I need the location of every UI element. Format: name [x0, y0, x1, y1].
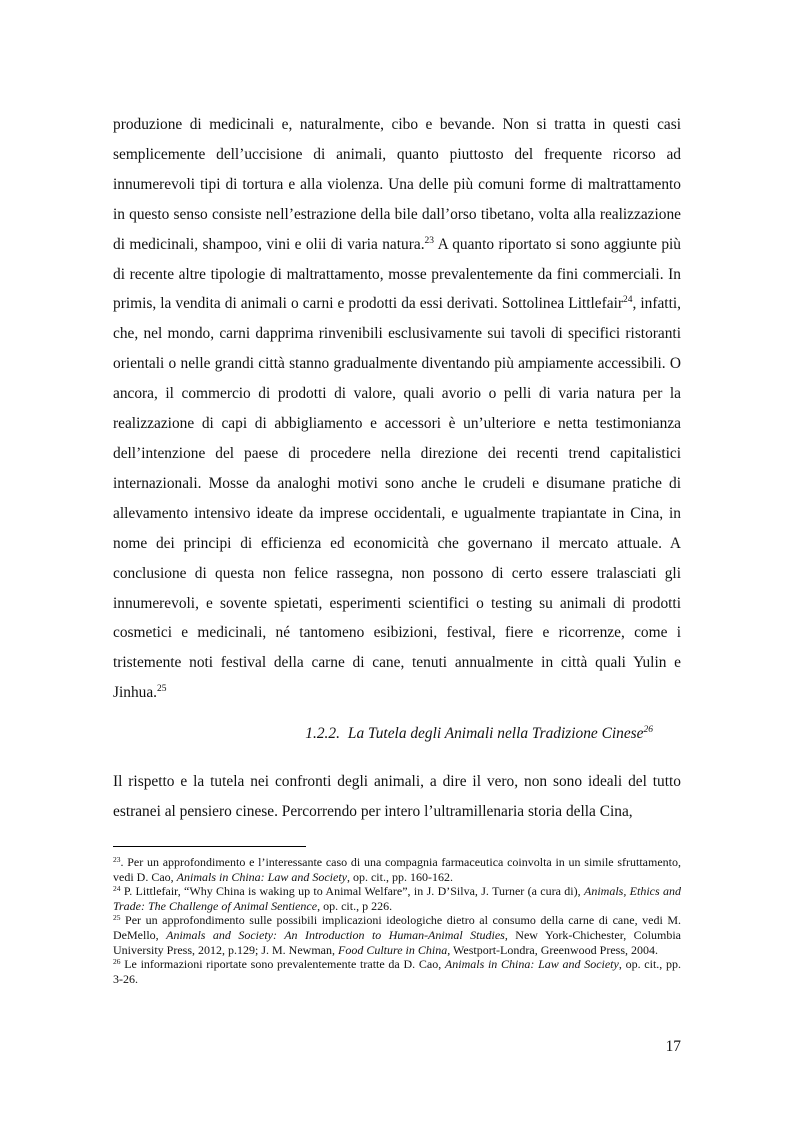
footnote-text: , op. cit., pp. 160-162.	[346, 869, 453, 884]
footnote-text: Per un approfondimento sulle possibili implicazioni ideologiche dietro al consumo della carne di cane, vedi M. DeMello,	[113, 913, 681, 942]
section-title: La Tutela degli Animali nella Tradizione Cinese	[347, 725, 644, 742]
footnote-title: Animals in China: Law and Society	[176, 869, 347, 884]
footnote-title: Animals, Ethics and Trade: The Challenge of Animal Sentience	[113, 884, 682, 913]
footnote-title: Animals and Society: An Introduction to Human-Animal Studies	[166, 927, 505, 942]
page-number: 17	[665, 1038, 681, 1055]
footnote-text: , New York-Chichester, Columbia University Press, 2012, p.129; J. M. Newman,	[113, 927, 682, 957]
footnote-25	[113, 913, 681, 957]
footnote-number: 26	[113, 957, 121, 967]
footnote-text: , Westport-Londra, Greenwood Press, 2004.	[447, 942, 659, 957]
text-run: A quanto riportato si sono aggiunte più di recente altre tipologie di maltrattamento, mosse prevalentemente da fini commerciali. In primis, la vendita di animali o carni e prodotti da essi derivati. Sottolinea Littlefair	[113, 235, 681, 313]
text-run: produzione di medicinali e, naturalmente, cibo e bevande. Non si tratta in questi casi semplicemente dell’uccisione di animali, quanto piuttosto del frequente ricorso ad innumerevoli tipi di tortura e alla violenza. Una delle più comuni forme di maltrattamento in questo senso consiste nell’estrazione della bile dall’orso tibetano, volta alla realizzazione di medicinali, shampoo, vini e olii di varia natura.	[113, 116, 681, 253]
footnote-text: P. Littlefair, “Why China is waking up to Animal Welfare”, in J. D’Silva, J. Turner (a cura di),	[120, 884, 584, 899]
footnote-text: Le informazioni riportate sono prevalentemente tratte da D. Cao,	[120, 957, 445, 972]
footnote-number: 23	[113, 855, 121, 864]
footnotes	[113, 855, 681, 986]
footnote-divider	[113, 846, 306, 847]
section-paragraph	[113, 767, 681, 827]
footnote-title: Food Culture in China	[338, 942, 448, 957]
footnote-23	[113, 855, 681, 884]
footnote-text: . Per un approfondimento e l’interessante caso di una compagnia farmaceutica coinvolta in un simile sfruttamento, vedi D. Cao,	[113, 855, 681, 884]
footnote-title: Animals in China: Law and Society	[444, 957, 619, 972]
footnote-text: , op. cit., pp. 3-26.	[113, 957, 682, 986]
section-number: 1.2.2.	[305, 725, 340, 742]
main-paragraph	[113, 110, 681, 708]
footnote-number: 25	[113, 913, 121, 923]
footnote-ref-25[interactable]: 25	[157, 684, 167, 695]
footnote-ref-24[interactable]: 24	[622, 295, 633, 306]
paragraph	[113, 110, 681, 708]
text-run: , infatti, che, nel mondo, carni dapprima rinvenibili esclusivamente sui tavoli di specifici ristoranti orientali o nelle grandi città stanno gradualmente diventando più ampiamente accessibili. O ancora, il commercio di prodotti di valore, quali avorio o pelli di varia natura per la realizzazione di capi di abbigliamento e accessori è un’ulteriore e netta testimonianza dell’intenzione del paese di procedere nella direzione dei recenti trend capitalistici internazionali. Mosse da analoghi motivi sono anche le crudeli e disumane pratiche di allevamento intensivo ideate da imprese occidentali, e ugualmente trapiantate in Cina, in nome dei principi di efficienza ed economicità che governano il mercato attuale. A conclusione di questa non felice rassegna, non possono di certo essere tralasciati gli innumerevoli, e sovente spietati, esperimenti scientifici o testing su animali di prodotti cosmetici e medicinali, né tantomeno esibizioni, festival, fiere e ricorrenze, come i tristemente noti festival della carne di cane, tenuti annualmente in città quali Yulin e Jinhua.	[113, 295, 681, 702]
footnote-26	[113, 957, 681, 986]
paragraph: Il rispetto e la tutela nei confronti degli animali, a dire il vero, non sono ideali del tutto estranei al pensiero cinese. Percorrendo per intero l’ultramillenaria storia della Cina,	[113, 773, 681, 820]
section-heading	[113, 722, 653, 746]
footnote-ref-26[interactable]: 26	[643, 725, 653, 735]
footnote-24	[113, 884, 681, 913]
footnote-number: 24	[113, 884, 121, 894]
footnote-ref-23[interactable]: 23	[424, 235, 435, 246]
footnote-text: , op. cit., p 226.	[317, 898, 393, 913]
